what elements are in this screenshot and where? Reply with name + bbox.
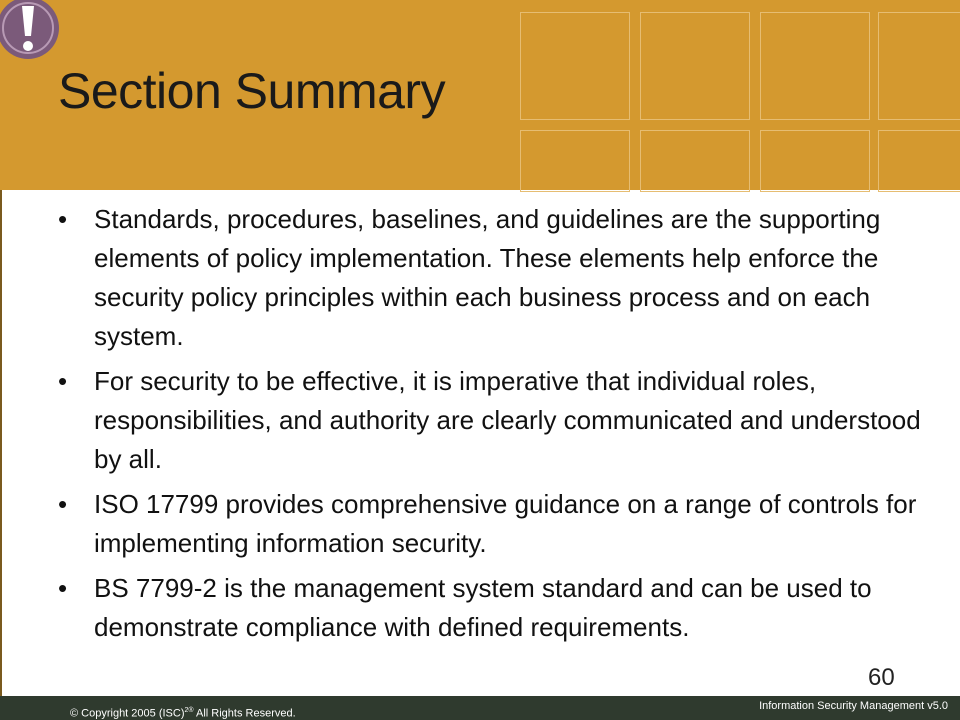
list-item [56, 200, 936, 356]
bullet-list [56, 200, 936, 653]
copyright-notice [70, 707, 296, 720]
grid-cell [640, 130, 750, 192]
bullet-marker: • [58, 366, 68, 396]
bullet-text: For security to be effective, it is imperative that individual roles, responsibilities, and authority are clearly communicated and understood by all. [94, 366, 921, 474]
slide-title: Section Summary [58, 63, 446, 119]
exclamation-icon [0, 0, 64, 64]
list-item [56, 569, 936, 647]
page-number: 60 [868, 664, 895, 691]
bullet-text: Standards, procedures, baselines, and guidelines are the supporting elements of policy implementation. These elements help enforce the security policy principles within each business process and on each system. [94, 204, 881, 351]
bullet-marker: • [58, 489, 68, 519]
grid-cell [760, 130, 870, 192]
copyright-prefix: © Copyright 2005 (ISC) [70, 707, 185, 720]
grid-cell [878, 130, 960, 192]
grid-cell [760, 12, 870, 120]
left-divider [0, 190, 2, 696]
decorative-grid [520, 0, 960, 190]
list-item [56, 362, 936, 479]
copyright-superscript: 2® [184, 707, 194, 714]
list-item [56, 485, 936, 563]
bullet-text: ISO 17799 provides comprehensive guidance on a range of controls for implementing information security. [94, 489, 917, 558]
bullet-marker: • [58, 204, 68, 234]
grid-cell [520, 12, 630, 120]
copyright-suffix: All Rights Reserved. [193, 707, 296, 720]
product-name: Information Security Management v5.0 [759, 700, 948, 712]
grid-cell [520, 130, 630, 192]
grid-cell [640, 12, 750, 120]
slide-header [0, 0, 960, 190]
grid-cell [878, 12, 960, 120]
bullet-marker: • [58, 573, 68, 603]
bullet-text: BS 7799-2 is the management system standard and can be used to demonstrate compliance with defined requirements. [94, 573, 872, 642]
